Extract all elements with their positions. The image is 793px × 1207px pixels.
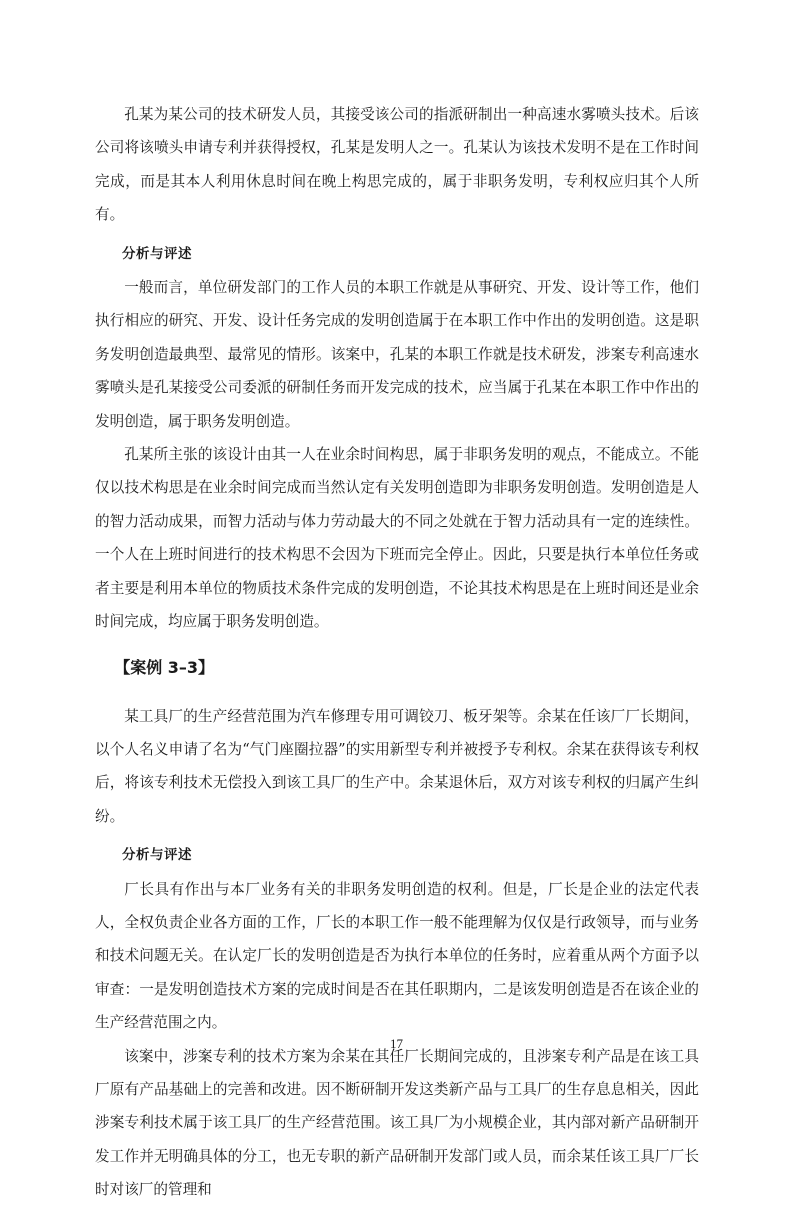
analysis-heading: 分析与评述: [122, 245, 192, 262]
paragraph: 孔某所主张的该设计由其一人在业余时间构思，属于非职务发明的观点，不能成立。不能仅以技术构思是在业余时间完成而当然认定有关发明创造即为非职务发明创造。发明创造是人的智力活动成果，而智力活动与体力劳动最大的不同之处就在于智力活动具有一定的连续性。一个人在上班时间进行的技术构思不会因为下班而完全停止。因此，只要是执行本单位任务或者主要是利用本单位的物质技术条件完成的发明创造，不论其技术构思是在上班时间还是业余时间完成，均应属于职务发明创造。: [95, 446, 699, 631]
paragraph: 一般而言，单位研发部门的工作人员的本职工作就是从事研究、开发、设计等工作，他们执行相应的研究、开发、设计任务完成的发明创造属于在本职工作中作出的发明创造。这是职务发明创造最典型、最常见的情形。该案中，孔某的本职工作就是技术研发，涉案专利高速水雾喷头是孔某接受公司委派的研制任务而开发完成的技术，应当属于孔某在本职工作中作出的发明创造，属于职务发明创造。: [95, 279, 699, 430]
paragraph: 孔某为某公司的技术研发人员，其接受该公司的指派研制出一种高速水雾喷头技术。后该公司将该喷头申请专利并获得授权，孔某是发明人之一。孔某认为该技术发明不是在工作时间完成，而是其本人利用休息时间在晚上构思完成的，属于非职务发明，专利权应归其个人所有。: [95, 106, 699, 224]
page-number: 17: [390, 1036, 403, 1051]
paragraph: 该案中，涉案专利的技术方案为余某在其任厂长期间完成的，且涉案专利产品是在该工具厂原有产品基础上的完善和改进。因不断研制开发这类新产品与工具厂的生存息息相关，因此涉案专利技术属于该工具厂的生产经营范围。该工具厂为小规模企业，其内部对新产品研制开发工作并无明确具体的分工，也无专职的新产品研制开发部门或人员，而余某任该工具厂厂长时对该厂的管理和: [95, 1047, 699, 1199]
paragraph: 厂长具有作出与本厂业务有关的非职务发明创造的权利。但是，厂长是企业的法定代表人，全权负责企业各方面的工作，厂长的本职工作一般不能理解为仅仅是行政领导，而与业务和技术问题无关。在认定厂长的发明创造是否为执行本单位的任务时，应着重从两个方面予以审查：一是发明创造技术方案的完成时间是否在其任职期内，二是该发明创造是否在该企业的生产经营范围之内。: [95, 880, 699, 1032]
analysis-heading: 分析与评述: [122, 847, 192, 864]
case-heading: 【案例 3–3】: [114, 657, 215, 677]
paragraph: 某工具厂的生产经营范围为汽车修理专用可调铰刀、板牙架等。余某在任该厂厂长期间，以个人名义申请了名为“气门座圈拉器”的实用新型专利并被授予专利权。余某在获得该专利权后，将该专利技术无偿投入到该工具厂的生产中。余某退休后，双方对该专利权的归属产生纠纷。: [95, 707, 699, 825]
